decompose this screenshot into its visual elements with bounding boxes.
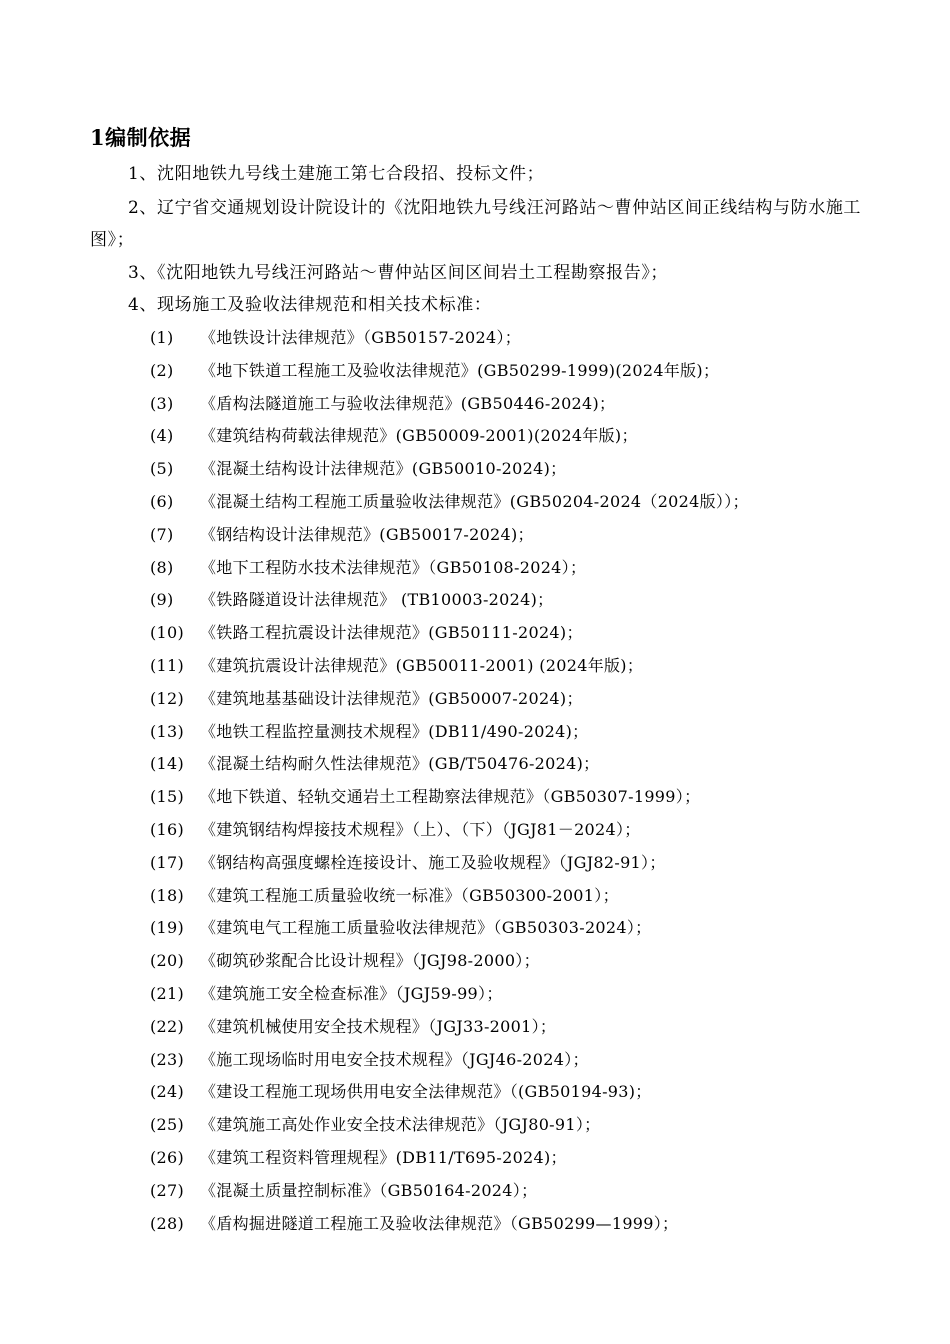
standard-number: (26) [150, 1148, 185, 1167]
standard-title: 《建筑结构荷载法律规范》(GB50009-2001)(2024年版)； [200, 426, 638, 446]
standard-number: (8) [150, 557, 174, 577]
standard-title: 《建筑工程施工质量验收统一标准》（GB50300-2001）； [200, 885, 619, 905]
standard-item [150, 753, 599, 775]
standard-number: (6) [150, 492, 174, 511]
standard-title: 《地铁工程监控量测技术规程》(DB11/490-2024)； [200, 721, 589, 741]
standard-title: 《地下工程防水技术法律规范》（GB50108-2024）； [200, 557, 587, 577]
standard-item [150, 950, 540, 972]
standard-number: (12) [150, 688, 185, 708]
standard-title: 《建设工程施工现场供用电安全法律规范》（(GB50194-93)； [200, 1082, 652, 1102]
standard-number: (13) [150, 721, 185, 741]
standard-title: 《建筑抗震设计法律规范》(GB50011-2001) (2024年版)； [200, 656, 644, 675]
standard-title: 《盾构掘进隧道工程施工及验收法律规范》（GB50299—1999）； [200, 1213, 679, 1233]
standard-title: 《铁路工程抗震设计法律规范》(GB50111-2024)； [200, 623, 583, 643]
standard-item [150, 1180, 537, 1202]
standard-number: (18) [150, 885, 185, 905]
standard-number: (9) [150, 590, 174, 610]
standard-title: 《混凝土结构工程施工质量验收法律规范》(GB50204-2024（2024版））； [200, 492, 749, 511]
standard-number: (1) [150, 328, 174, 347]
standard-number: (4) [150, 426, 174, 446]
standard-item [150, 524, 534, 546]
standard-number: (19) [150, 918, 185, 938]
standard-title: 《钢结构设计法律规范》(GB50017-2024)； [200, 524, 534, 544]
standard-item [150, 688, 583, 710]
standard-item [150, 983, 503, 1005]
basis-item-3: 3、《沈阳地铁九号线汪河路站～曹仲站区间区间岩土工程勘察报告》； [128, 263, 669, 283]
standard-number: (25) [150, 1115, 185, 1135]
standard-item [150, 1016, 556, 1038]
standard-item [150, 393, 615, 415]
standard-item [150, 589, 553, 611]
standard-item [150, 1213, 678, 1235]
standard-number: (21) [150, 984, 185, 1003]
standard-title: 《建筑施工安全检查标准》（JGJ59-99）； [200, 984, 503, 1003]
standard-number: (28) [150, 1213, 185, 1233]
standard-number: (5) [150, 459, 174, 479]
standard-title: 《施工现场临时用电安全技术规程》（JGJ46-2024）； [200, 1049, 589, 1069]
standard-item [150, 655, 643, 677]
standard-item [150, 622, 583, 644]
standard-number: (3) [150, 393, 174, 413]
standard-title: 《建筑电气工程施工质量验收法律规范》（GB50303-2024）； [200, 918, 652, 938]
standard-number: (22) [150, 1016, 185, 1036]
standard-item [150, 1081, 652, 1103]
standard-title: 《砌筑砂浆配合比设计规程》（JGJ98-2000）； [200, 951, 540, 971]
basis-item-2: 2、辽宁省交通规划设计院设计的《沈阳地铁九号线汪河路站～曹仲站区间正线结构与防水施工图》； [90, 198, 862, 250]
standard-title: 《建筑施工高处作业安全技术法律规范》（JGJ80-91）； [200, 1115, 601, 1135]
standard-item [150, 721, 589, 743]
standard-title: 《钢结构高强度螺栓连接设计、施工及验收规程》（JGJ82-91）； [200, 852, 666, 872]
standard-item [150, 327, 521, 349]
standard-number: (24) [150, 1082, 185, 1102]
standard-item [150, 885, 619, 907]
section-heading: 1编制依据 [90, 125, 192, 150]
standard-title: 《铁路隧道设计法律规范》 (TB10003-2024)； [200, 590, 554, 610]
standard-number: (11) [150, 656, 185, 675]
standard-number: (15) [150, 787, 185, 807]
standard-title: 《建筑地基基础设计法律规范》(GB50007-2024)； [200, 688, 583, 708]
standard-item [150, 786, 700, 808]
standard-item [150, 491, 749, 513]
standard-item [150, 917, 651, 939]
standard-title: 《建筑工程资料管理规程》(DB11/T695-2024)； [200, 1148, 567, 1167]
standard-item [150, 852, 666, 874]
standard-number: (7) [150, 524, 174, 544]
standard-number: (17) [150, 852, 185, 872]
standard-number: (20) [150, 951, 185, 971]
standard-title: 《混凝土结构耐久性法律规范》(GB/T50476-2024)； [200, 754, 600, 774]
standard-item [150, 557, 586, 579]
standard-title: 《地下铁道工程施工及验收法律规范》(GB50299-1999)(2024年版)； [200, 360, 720, 380]
standard-title: 《混凝土质量控制标准》（GB50164-2024）； [200, 1180, 538, 1200]
standard-title: 《地铁设计法律规范》（GB50157-2024）； [200, 328, 522, 347]
standard-item [150, 425, 638, 447]
standard-number: (23) [150, 1049, 185, 1069]
basis-item-1: 1、沈阳地铁九号线土建施工第七合段招、投标文件； [128, 164, 545, 184]
standard-title: 《建筑机械使用安全技术规程》（JGJ33-2001）； [200, 1016, 557, 1036]
standard-number: (16) [150, 820, 185, 839]
standard-item [150, 1114, 600, 1136]
standard-title: 《混凝土结构设计法律规范》(GB50010-2024)； [200, 459, 567, 479]
standard-number: (10) [150, 623, 185, 643]
standard-item [150, 1147, 567, 1169]
standard-number: (14) [150, 754, 185, 774]
standard-item [150, 819, 641, 841]
standard-item [150, 360, 719, 382]
standard-title: 《盾构法隧道施工与验收法律规范》(GB50446-2024)； [200, 393, 616, 413]
standard-number: (27) [150, 1180, 185, 1200]
standard-item [150, 1049, 589, 1071]
standard-title: 《建筑钢结构焊接技术规程》（上）、（下）（JGJ81－2024）； [200, 820, 641, 839]
basis-item-4: 4、现场施工及验收法律规范和相关技术标准： [128, 295, 492, 315]
standard-number: (2) [150, 360, 174, 380]
standard-title: 《地下铁道、轻轨交通岩土工程勘察法律规范》（GB50307-1999）； [200, 787, 701, 807]
standard-item [150, 458, 566, 480]
